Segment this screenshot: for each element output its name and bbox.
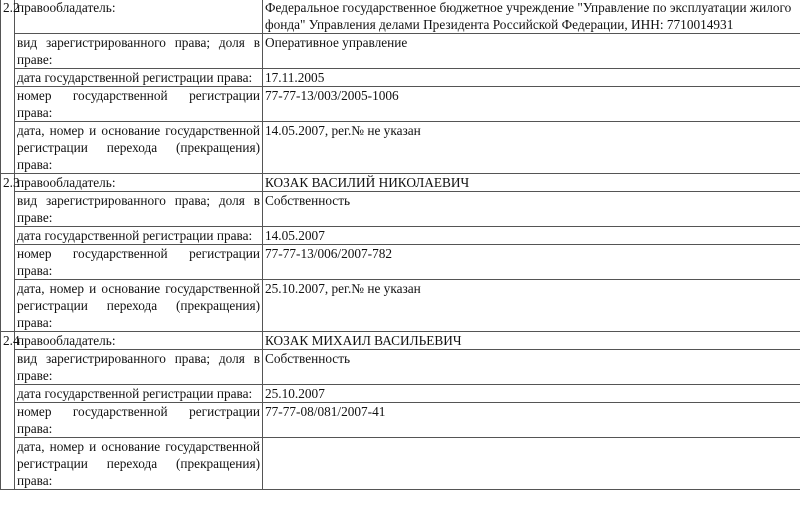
field-label: номер государственной регистрации права: (15, 245, 263, 280)
field-value: 14.05.2007, рег.№ не указан (263, 122, 800, 174)
field-label: номер государственной регистрации права: (15, 87, 263, 122)
record-row (1, 403, 800, 438)
field-value: 25.10.2007 (263, 385, 800, 403)
field-label: дата государственной регистрации права: (15, 69, 263, 87)
field-value: КОЗАК МИХАИЛ ВАСИЛЬЕВИЧ (263, 332, 800, 350)
field-value: Федеральное государственное бюджетное учреждение "Управление по эксплуатации жилого фонда" Управления делами Президента Российской Федерации, ИНН: 7710014931 (263, 0, 800, 34)
record-number: 2.3 (1, 174, 15, 332)
record-row (1, 34, 800, 69)
field-label: правообладатель: (15, 174, 263, 192)
field-label: дата государственной регистрации права: (15, 227, 263, 245)
record-row-holder (1, 332, 800, 350)
field-label: правообладатель: (15, 332, 263, 350)
record-row (1, 192, 800, 227)
record-row-holder (1, 174, 800, 192)
field-label: дата, номер и основание государственной регистрации перехода (прекращения) права: (15, 280, 263, 332)
field-label: номер государственной регистрации права: (15, 403, 263, 438)
field-label: вид зарегистрированного права; доля в праве: (15, 192, 263, 227)
field-label: дата, номер и основание государственной регистрации перехода (прекращения) права: (15, 438, 263, 490)
record-row (1, 69, 800, 87)
record-row (1, 122, 800, 174)
field-label: дата государственной регистрации права: (15, 385, 263, 403)
record-row (1, 438, 800, 490)
field-value: 77-77-08/081/2007-41 (263, 403, 800, 438)
record-row (1, 280, 800, 332)
record-number: 2.4 (1, 332, 15, 490)
record-row (1, 350, 800, 385)
record-row (1, 245, 800, 280)
record-row (1, 87, 800, 122)
field-value: 14.05.2007 (263, 227, 800, 245)
field-value: 77-77-13/006/2007-782 (263, 245, 800, 280)
record-row (1, 385, 800, 403)
field-label: вид зарегистрированного права; доля в праве: (15, 34, 263, 69)
field-value: 77-77-13/003/2005-1006 (263, 87, 800, 122)
field-value: 25.10.2007, рег.№ не указан (263, 280, 800, 332)
field-value (263, 438, 800, 490)
field-value: Оперативное управление (263, 34, 800, 69)
field-value: Собственность (263, 350, 800, 385)
field-label: правообладатель: (15, 0, 263, 34)
field-value: 17.11.2005 (263, 69, 800, 87)
field-label: дата, номер и основание государственной регистрации перехода (прекращения) права: (15, 122, 263, 174)
field-label: вид зарегистрированного права; доля в праве: (15, 350, 263, 385)
record-row-holder (1, 0, 800, 34)
field-value: КОЗАК ВАСИЛИЙ НИКОЛАЕВИЧ (263, 174, 800, 192)
field-value: Собственность (263, 192, 800, 227)
record-number: 2.2 (1, 0, 15, 174)
record-row (1, 227, 800, 245)
